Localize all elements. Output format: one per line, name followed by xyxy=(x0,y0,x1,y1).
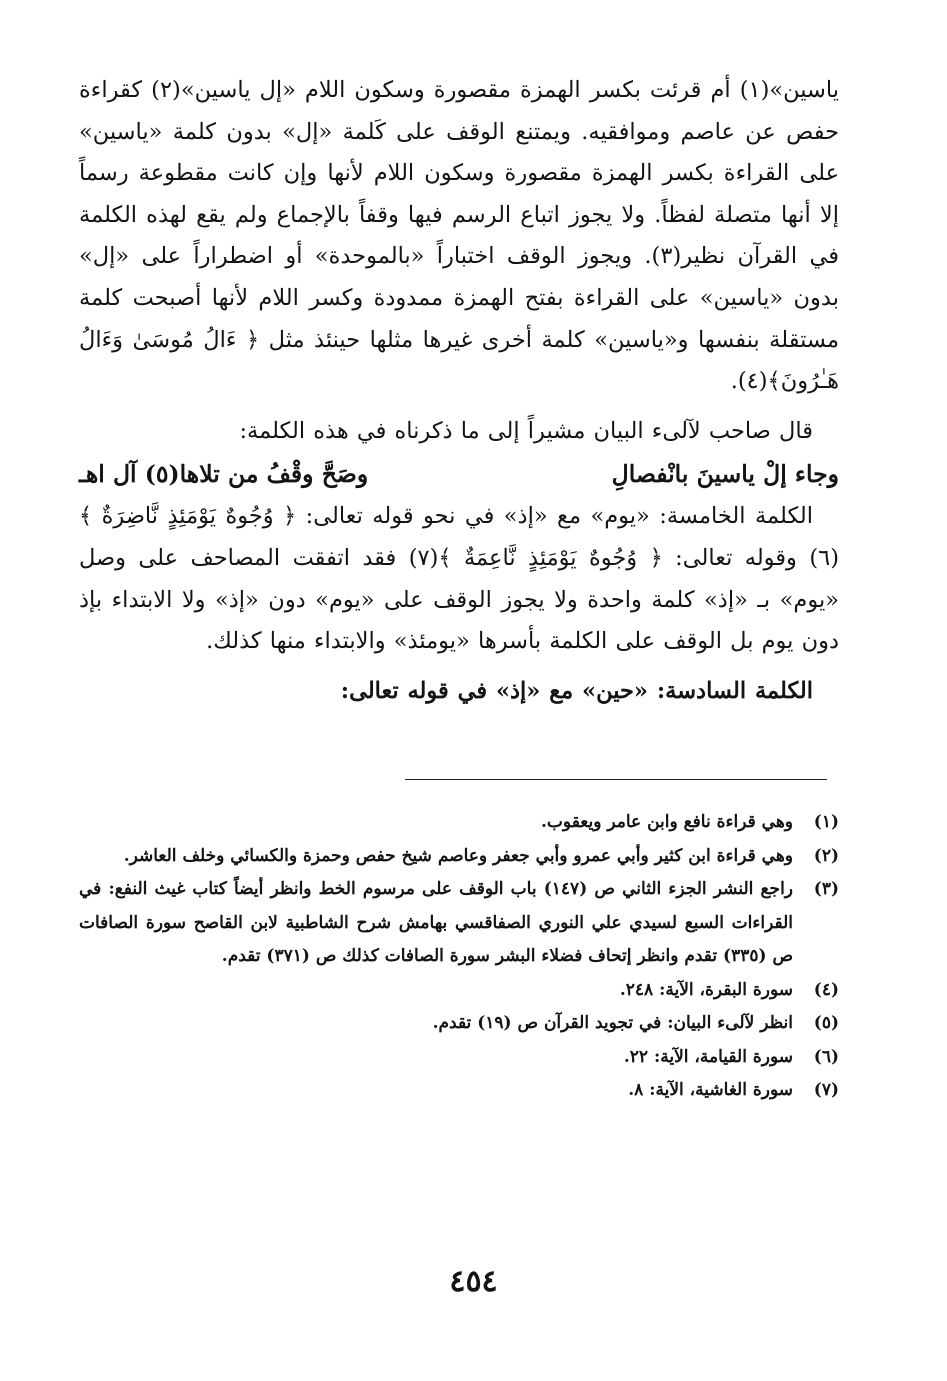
page-number: ٤٥٤ xyxy=(449,1264,498,1299)
poem-left-hemistich: وصَحَّ وقْفُ من تلاها(٥) آل اهـ xyxy=(79,460,369,489)
footnote-7 xyxy=(79,1074,839,1108)
footnote-text: وهي قراءة ابن كثير وأبي عمرو وأبي جعفر وعاصم شيخ حفص وحمزة والكسائي وخلف العاشر. xyxy=(123,845,793,866)
footnote-text: وهي قراءة نافع وابن عامر ويعقوب. xyxy=(540,812,793,832)
footnote-number: (٣) xyxy=(813,879,839,899)
footnote-5 xyxy=(79,1007,839,1041)
footnote-text: سورة الغاشية، الآية: ٨. xyxy=(628,1080,793,1100)
footnote-text: سورة البقرة، الآية: ٢٤٨. xyxy=(619,979,793,1000)
footnote-1 xyxy=(79,806,839,840)
poem-right-hemistich: وجاء إلْ ياسينَ بانْفصالِ xyxy=(611,460,839,489)
paragraph-poem-intro: قال صاحب لآلىء البيان مشيراً إلى ما ذكرناه في هذه الكلمة: xyxy=(239,417,813,444)
footnote-2 xyxy=(79,840,839,874)
footnote-6 xyxy=(79,1041,839,1075)
footnote-number: (١) xyxy=(813,812,839,832)
footnote-text: راجع النشر الجزء الثاني ص (١٤٧) باب الوقف على مرسوم الخط وانظر أيضاً كتاب غيث النفع: في القراءات السبع لسيدي علي النوري الصفاقسي بهامش شرح الشاطبية لابن القاصح سورة الصافات ص (٣٣٥) تقدم وانظر إتحاف فضلاء البشر سورة الصافات كذلك ص (٣٧١) تقدم. xyxy=(79,879,793,966)
poem-verse xyxy=(79,452,839,496)
footnotes xyxy=(79,806,839,1108)
main-text xyxy=(79,70,839,712)
footnote-number: (٦) xyxy=(813,1046,839,1067)
footnote-text: سورة القيامة، الآية: ٢٢. xyxy=(623,1046,793,1067)
paragraph-ilyasin: ياسين»(١) أم قرئت بكسر الهمزة مقصورة وسكون اللام «إل ياسين»(٢) كقراءة حفص عن عاصم وموافقيه. ويمتنع الوقف على كَلمة «إل» بدون كلمة «ياسين» على القراءة بكسر الهمزة مقصورة وسكون اللام لأنها وإن كانت مقطوعة رسماً إلا أنها متصلة لفظاً. ولا يجوز اتباع الرسم فيها وقفاً بالإجماع ولم يقع لهذه الكلمة في القرآن نظير(٣). ويجوز الوقف اختباراً «بالموحدة» أو اضطراراً على «إل» بدون «ياسين» على القراءة بفتح الهمزة ممدودة وكسر اللام لأنها أصبحت كلمة مستقلة بنفسها و«ياسين» كلمة أخرى غيرها مثلها حينئذ مثل ﴿ ءَالُ مُوسَىٰ وَءَالُ هَـٰرُونَ﴾(٤). xyxy=(79,77,839,395)
footnote-separator xyxy=(405,779,827,780)
footnote-number: (٢) xyxy=(813,845,839,866)
footnote-number: (٤) xyxy=(813,979,839,1000)
footnote-number: (٧) xyxy=(813,1080,839,1100)
paragraph-sixth-word: الكلمة السادسة: «حين» مع «إذ» في قوله تعالى: xyxy=(340,677,813,704)
footnote-3 xyxy=(79,873,839,974)
footnote-number: (٥) xyxy=(813,1013,839,1033)
footnote-text: انظر لآلىء البيان: في تجويد القرآن ص (١٩) تقدم. xyxy=(432,1013,793,1033)
paragraph-fifth-word: الكلمة الخامسة: «يوم» مع «إذ» في نحو قوله تعالى: ﴿ وُجُوهٌ يَوْمَئِذٍ نَّاضِرَةٌ ﴾(٦) وقوله تعالى: ﴿ وُجُوهٌ يَوْمَئِذٍ نَّاعِمَةٌ ﴾(٧) فقد اتفقت المصاحف على وصل «يوم» بـ «إذ» كلمة واحدة ولا يجوز الوقف على «يوم» دون «إذ» ولا الابتداء بإذ دون يوم بل الوقف على الكلمة بأسرها «يومئذ» والابتداء منها كذلك. xyxy=(79,503,839,655)
footnote-4 xyxy=(79,974,839,1008)
